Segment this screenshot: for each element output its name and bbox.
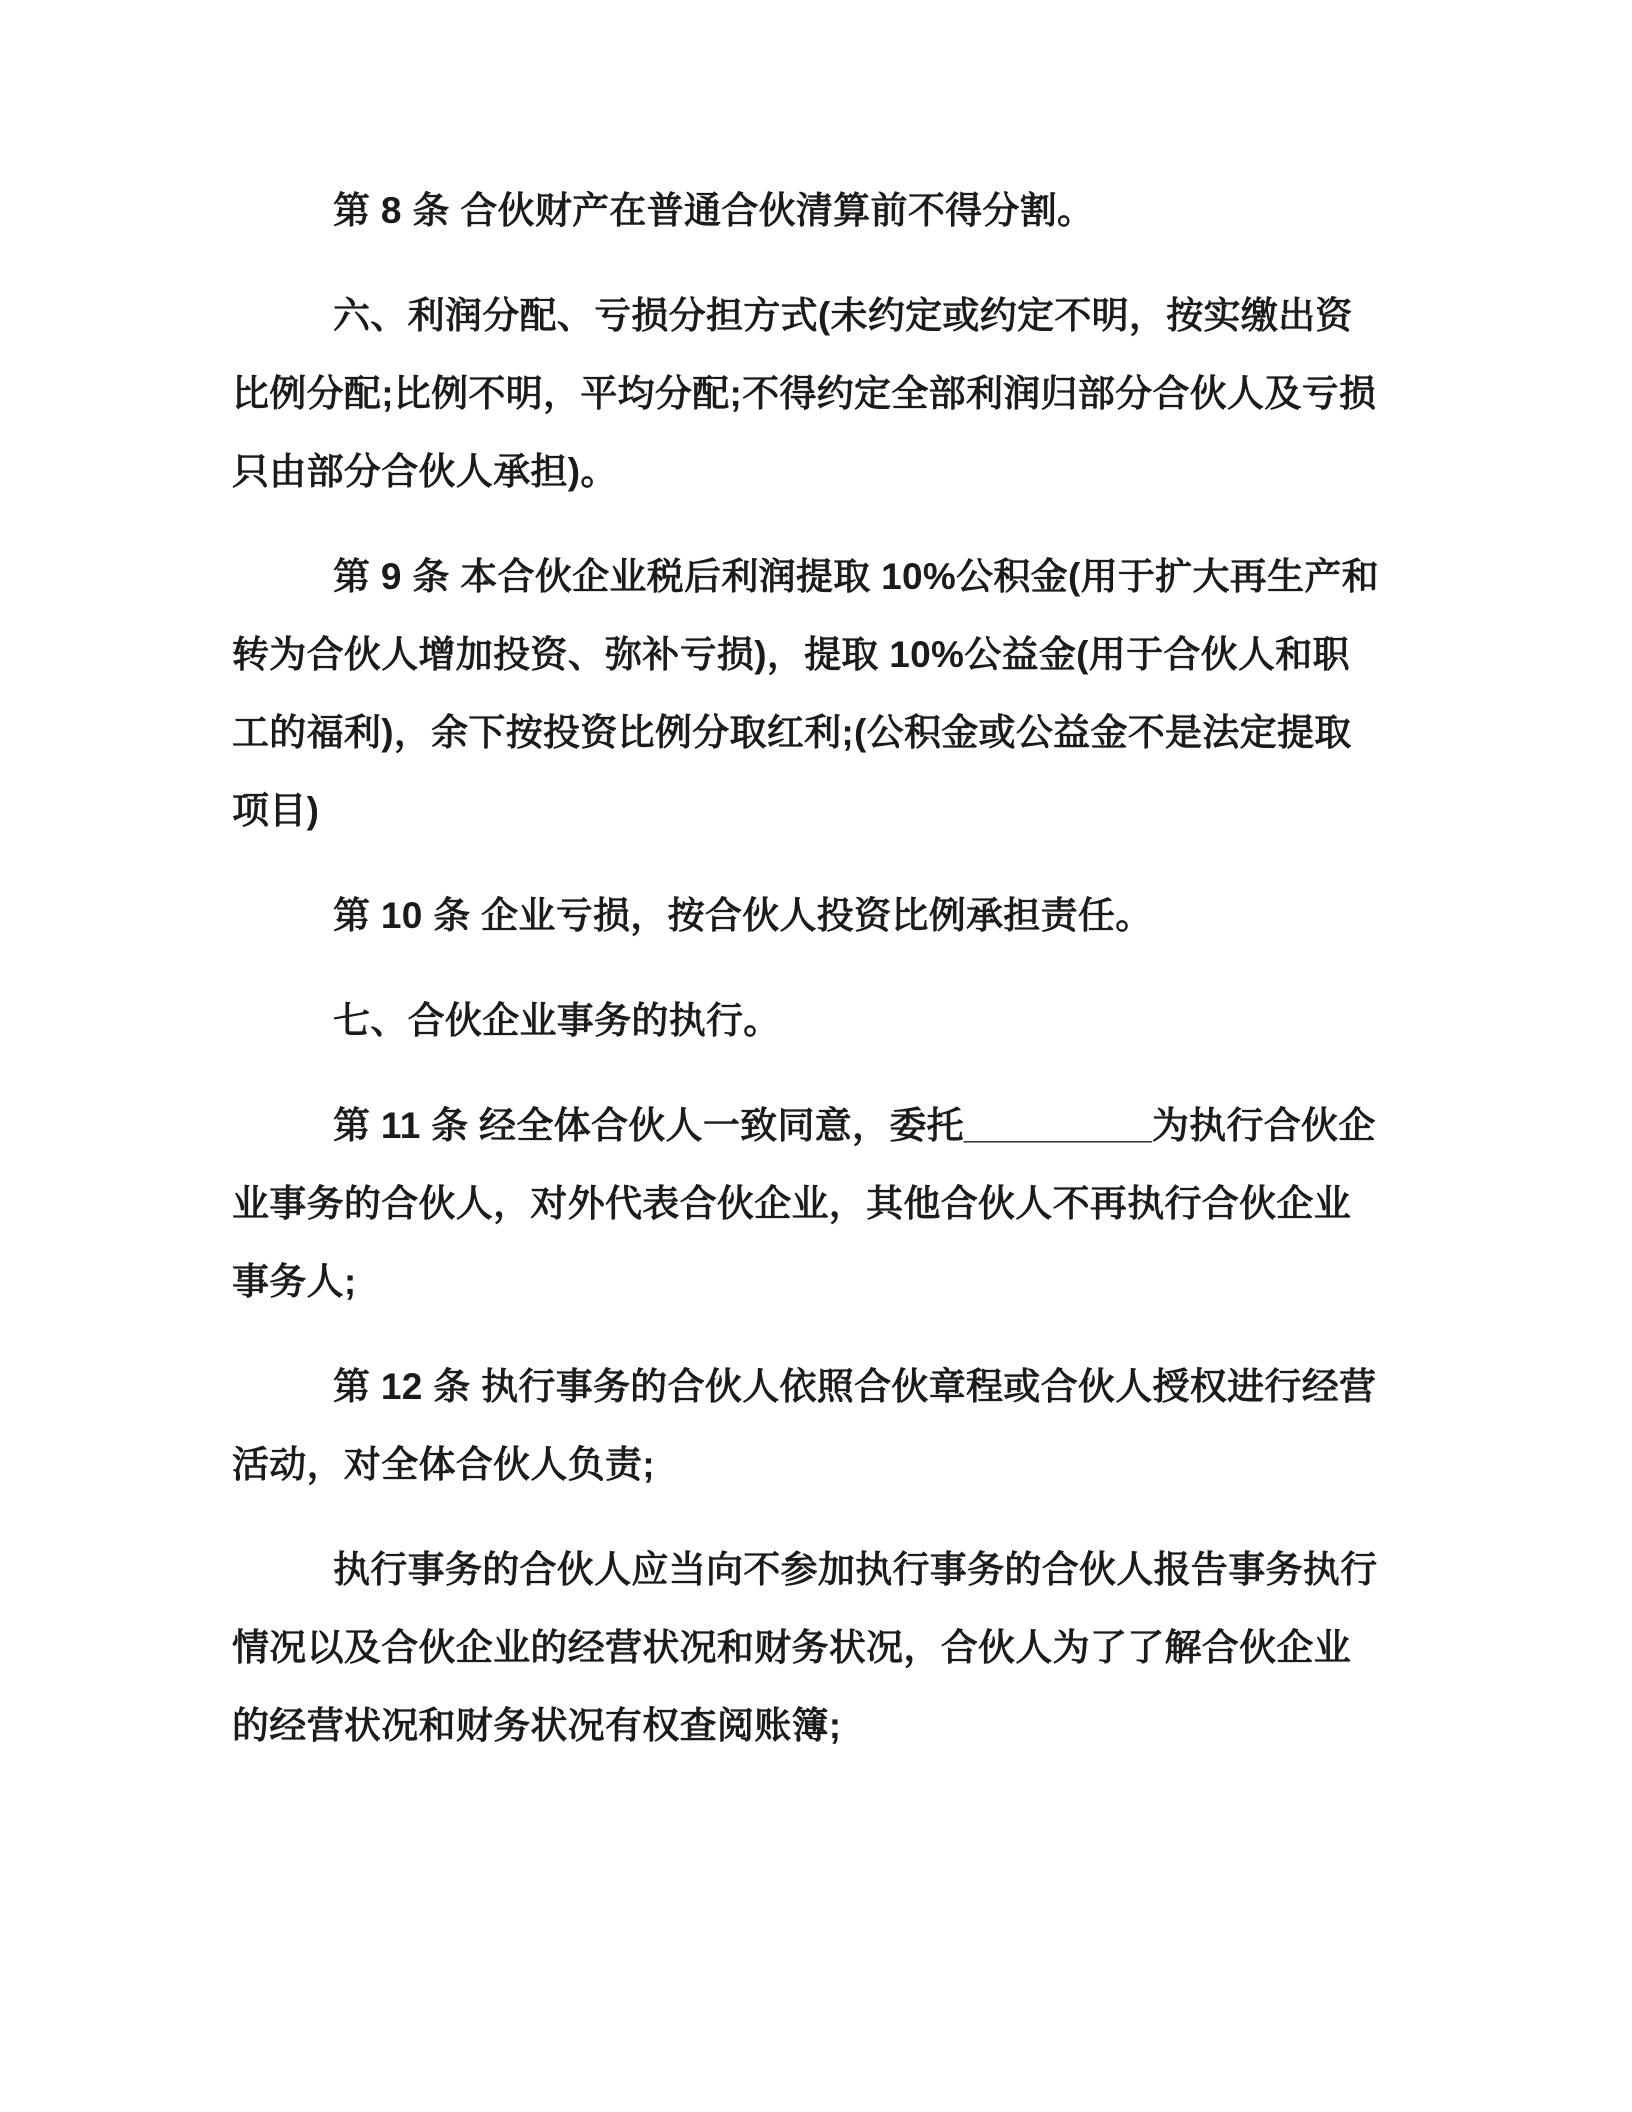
paragraph-line: 执行事务的合伙人应当向不参加执行事务的合伙人报告事务执行 [333,1549,1378,1590]
paragraph-line: 第 11 条 经全体合伙人一致同意，委托_________为执行合伙企 [333,1105,1376,1146]
paragraph-section-6 [232,277,1444,511]
paragraph-line: 情况以及合伙企业的经营状况和财务状况，合伙人为了了解合伙企业 [232,1627,1351,1668]
paragraph-line: 业事务的合伙人，对外代表合伙企业，其他合伙人不再执行合伙企业 [232,1183,1351,1224]
paragraph-line: 只由部分合伙人承担)。 [232,451,618,492]
paragraph-line: 工的福利)，余下按投资比例分取红利;(公积金或公益金不是法定提取 [232,712,1352,753]
paragraph-line: 转为合伙人增加投资、弥补亏损)，提取 10%公益金(用于合伙人和职 [232,634,1350,675]
paragraph-line: 比例分配;比例不明，平均分配;不得约定全部利润归部分合伙人及亏损 [232,373,1377,414]
paragraph-line: 项目) [232,790,320,831]
paragraph-article-11 [232,1087,1444,1321]
paragraph-section-7 [232,982,1444,1060]
paragraph-line: 事务人; [232,1261,357,1302]
paragraph-line: 七、合伙企业事务的执行。 [333,1000,781,1041]
paragraph-line: 活动，对全体合伙人负责; [232,1444,655,1485]
document-content [232,172,1444,1792]
paragraph-line: 第 12 条 执行事务的合伙人依照合伙章程或合伙人授权进行经营 [333,1366,1377,1407]
paragraph-article-8 [232,172,1444,250]
paragraph-reporting-duty [232,1531,1444,1765]
paragraph-line: 六、利润分配、亏损分担方式(未约定或约定不明，按实缴出资 [333,295,1353,336]
paragraph-line: 的经营状况和财务状况有权查阅账簿; [232,1705,842,1746]
paragraph-line: 第 8 条 合伙财产在普通合伙清算前不得分割。 [333,190,1095,231]
paragraph-article-10 [232,877,1444,955]
paragraph-line: 第 9 条 本合伙企业税后利润提取 10%公积金(用于扩大再生产和 [333,556,1379,597]
paragraph-line: 第 10 条 企业亏损，按合伙人投资比例承担责任。 [333,895,1153,936]
paragraph-article-9 [232,538,1444,850]
paragraph-article-12 [232,1348,1444,1504]
